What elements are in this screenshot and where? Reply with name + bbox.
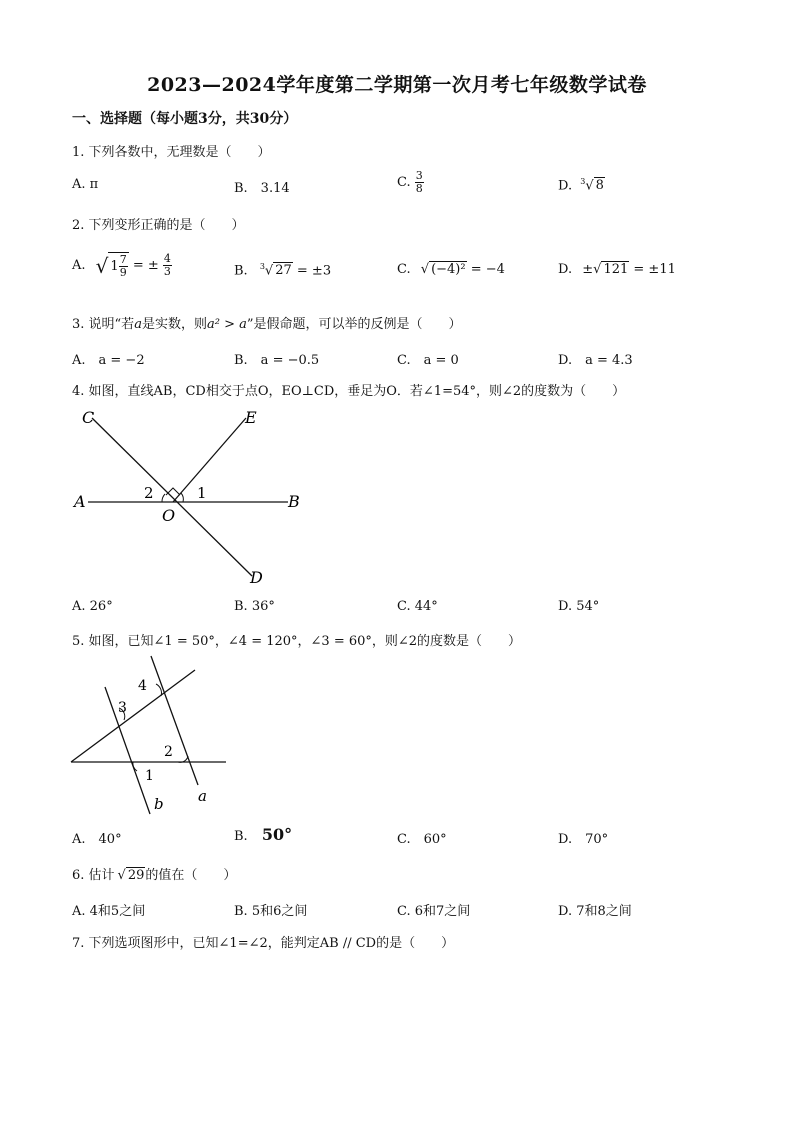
q4-figure [70,404,310,590]
oblique-line [71,670,195,762]
variable-a: a [134,317,142,332]
label-angle-2: 2 [164,744,173,760]
result: = ±11 [633,262,676,277]
section-heading-choice: 一、选择题（每小题3分，共30分） [72,111,298,127]
q6-option-d[interactable]: D. 7和8之间 [558,904,632,919]
label-d: D [250,568,263,587]
q2-option-b[interactable] [234,262,331,278]
angle-1-arc [181,493,183,502]
stem-part-3: ”是假命题，可以举的反例是（ ） [246,317,462,332]
q2-option-a[interactable] [72,252,172,279]
label-angle-2: 2 [144,484,154,502]
label-a: A [74,492,86,511]
q5-figure [68,652,238,822]
radicand-mixed-number [108,252,128,279]
fraction-numerator: 4 [163,252,171,265]
result: = ±3 [296,263,332,279]
whole-part: 1 [110,259,119,274]
angle-4-arc [156,684,161,696]
radical-sign: √ [95,253,109,278]
label-c: C [82,408,95,427]
q2-option-d-label: D. [558,262,573,277]
q5-option-b[interactable] [234,825,292,844]
radical-sign: √ [264,263,274,279]
stem-part-2: 是实数，则 [141,317,207,332]
ray-oe [173,418,246,502]
line-a [151,656,198,785]
label-line-b: b [154,795,164,813]
q3-option-b[interactable]: B. a = −0.5 [234,353,320,368]
radical-sign: √ [593,262,602,277]
fraction [119,254,128,279]
q4-option-b[interactable]: B. 36° [234,599,275,614]
radicand: 121 [603,262,629,277]
q1-option-a[interactable]: A. π [72,177,99,192]
radical-index: 3 [580,177,586,186]
q6-option-a[interactable]: A. 4和5之间 [72,904,146,919]
q3-option-a[interactable]: A. a = −2 [72,353,145,368]
question-6-stem [72,864,236,883]
q6-option-b[interactable]: B. 5和6之间 [234,904,308,919]
fraction-numerator: 7 [119,253,127,266]
label-angle-1: 1 [197,484,207,502]
label-b: B [288,492,300,511]
label-line-a: a [198,787,207,805]
q4-option-c[interactable]: C. 44° [397,599,438,614]
q5-option-d[interactable]: D. 70° [558,832,609,847]
question-1-stem: 1. 下列各数中，无理数是（ ） [72,145,271,160]
radicand: 8 [595,178,604,194]
q5-option-b-label: B. [234,829,248,844]
angle-1-arc [133,762,137,771]
question-4-stem: 4. 如图，直线AB，CD相交于点O，EO⊥CD，垂足为O．若∠1=54°，则∠2的度数为（ ） [72,384,626,399]
radicand: 29 [127,868,145,883]
radical-sign: √ [117,868,126,883]
q4-option-d[interactable]: D. 54° [558,599,600,614]
label-angle-3: 3 [118,700,127,716]
angle-2-arc [162,494,165,502]
q2-option-c[interactable] [397,262,505,277]
label-angle-1: 1 [145,768,154,784]
fraction-denominator: 3 [163,265,171,278]
q3-option-d[interactable]: D. a = 4.3 [558,353,633,368]
q1-option-c[interactable] [397,170,424,195]
fraction-numerator: 3 [415,169,423,182]
question-5-stem: 5. 如图，已知∠1 = 50°，∠4 = 120°，∠3 = 60°，则∠2的度数是（ ） [72,634,522,649]
question-3-stem [72,313,462,332]
q5-option-c[interactable]: C. 60° [397,832,447,847]
q3-option-c[interactable]: C. a = 0 [397,353,459,368]
radical-index: 3 [259,262,265,271]
q5-option-b-value: 50° [261,825,293,844]
stem-part-1: 3. 说明“若 [72,317,135,332]
q6-option-c[interactable]: C. 6和7之间 [397,904,471,919]
question-2-stem: 2. 下列变形正确的是（ ） [72,218,245,233]
exam-title: 2023—2024学年度第二学期第一次月考七年级数学试卷 [147,74,647,96]
q2-option-d[interactable] [558,262,676,277]
line-cd [92,418,252,576]
equals-plus-minus: = ± [132,258,159,273]
result: = −4 [470,262,505,277]
radical-sign: √ [420,262,430,277]
q1-option-d-label: D. [558,178,573,194]
radical-sign: √ [585,178,594,194]
radicand: (−4)² [431,262,466,277]
q2-option-b-label: B. [234,263,248,279]
q2-option-a-label: A. [72,258,86,273]
q2-option-c-label: C. [397,262,411,277]
plus-minus: ± [582,262,594,277]
label-e: E [245,408,257,427]
q1-option-d[interactable] [558,177,605,193]
label-o: O [162,506,176,525]
result-fraction [163,253,172,278]
stem-part-1: 6. 估计 [72,868,115,883]
q4-option-a[interactable]: A. 26° [72,599,113,614]
label-angle-4: 4 [138,678,147,694]
q5-option-a[interactable]: A. 40° [72,832,122,847]
line-b [105,687,150,814]
q1-option-c-label: C. [397,175,411,190]
fraction-denominator: 8 [415,182,423,195]
fraction-denominator: 9 [119,266,127,279]
question-7-stem: 7. 下列选项图形中，已知∠1=∠2，能判定AB // CD的是（ ） [72,936,455,951]
radicand: 27 [275,263,292,279]
q1-option-b[interactable]: B. 3.14 [234,181,290,196]
q1-option-c-fraction [415,170,424,195]
inequality: a² > a [206,317,247,332]
stem-part-2: 的值在（ ） [145,868,237,883]
